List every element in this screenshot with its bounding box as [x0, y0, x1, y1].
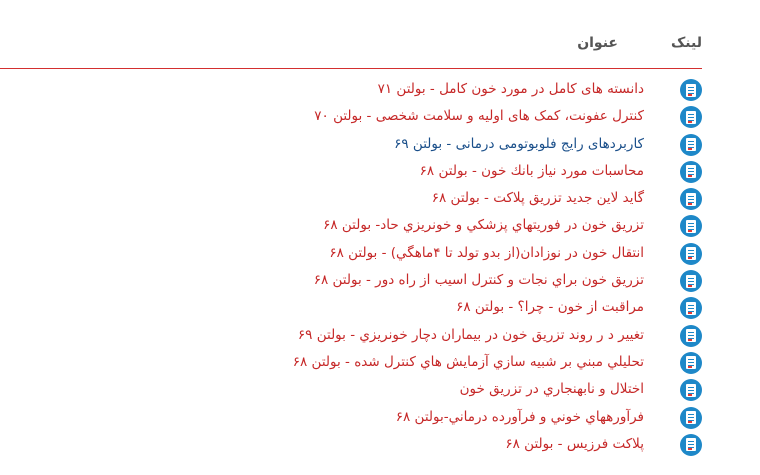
list-item [0, 350, 702, 377]
pdf-doc-icon[interactable] [680, 297, 702, 319]
list-item [0, 241, 702, 268]
document-link[interactable]: کنترل عفونت، کمک های اولیه و سلامت شخصی - بولتن ۷۰ [314, 108, 644, 125]
document-link[interactable]: دانسته های کامل در مورد خون کامل - بولتن ۷۱ [377, 81, 644, 97]
document-glyph-icon [686, 193, 696, 206]
document-glyph-icon [686, 84, 696, 97]
pdf-doc-icon[interactable] [680, 243, 702, 265]
table-header [0, 30, 702, 69]
document-glyph-icon [686, 165, 696, 178]
pdf-doc-icon[interactable] [680, 161, 702, 183]
pdf-doc-icon[interactable] [680, 325, 702, 347]
list-item [0, 213, 702, 240]
document-link[interactable]: مراقبت از خون - چرا؟ - بولتن ۶۸ [456, 299, 644, 316]
pdf-doc-icon[interactable] [680, 352, 702, 374]
document-link[interactable]: محاسبات مورد نیاز بانك خون - بولتن ۶۸ [419, 162, 644, 179]
pdf-doc-icon[interactable] [680, 379, 702, 401]
pdf-doc-icon[interactable] [680, 270, 702, 292]
column-header-title: عنوان [577, 35, 618, 51]
document-glyph-icon [686, 111, 696, 124]
document-link[interactable]: تغيير د ر روند تزريق خون در بيماران دچار خونريزي - بولتن ۶۹ [297, 326, 644, 343]
pdf-doc-icon[interactable] [680, 434, 702, 456]
list-item [0, 295, 702, 322]
list-item [0, 268, 702, 295]
list-item [0, 405, 702, 432]
pdf-doc-icon[interactable] [680, 188, 702, 210]
document-link[interactable]: انتقال خون در نوزادان(از بدو تولد تا ۴ماهگي) - بولتن ۶۸ [329, 244, 644, 261]
document-glyph-icon [686, 275, 696, 288]
document-glyph-icon [686, 356, 696, 369]
document-link[interactable]: تزريق خون در فوريتهاي پزشكي و خونريزي حاد- بولتن ۶۸ [323, 217, 644, 234]
pdf-doc-icon[interactable] [680, 407, 702, 429]
list-item [0, 104, 702, 131]
document-link[interactable]: تحليلي مبني بر شبيه سازي آزمايش هاي كنترل شده - بولتن ۶۸ [292, 353, 644, 370]
document-link[interactable]: گاید لاین جدید تزریق پلاکت - بولتن ۶۸ [431, 190, 644, 207]
list-item [0, 432, 702, 459]
list-item [0, 323, 702, 350]
list-item [0, 77, 702, 104]
document-link[interactable]: پلاكت فرزيس - بولتن ۶۸ [505, 435, 644, 452]
document-glyph-icon [686, 247, 696, 260]
document-link[interactable]: فرآورههاي خوني و فرآورده درماني-بولتن ۶۸ [395, 408, 644, 425]
pdf-doc-icon[interactable] [680, 134, 702, 156]
list-item [0, 159, 702, 186]
document-glyph-icon [686, 302, 696, 315]
document-link[interactable]: تزريق خون براي نجات و كنترل اسيب از راه دور - بولتن ۶۸ [313, 272, 644, 289]
list-item [0, 132, 702, 159]
list-item [0, 377, 702, 404]
document-link[interactable]: اختلال و نابهنجاري در تزريق خون [459, 381, 644, 398]
document-glyph-icon [686, 411, 696, 424]
column-header-link: لینک [670, 35, 702, 51]
list-item [0, 186, 702, 213]
document-glyph-icon [686, 384, 696, 397]
document-glyph-icon [686, 138, 696, 151]
document-glyph-icon [686, 438, 696, 451]
document-list [0, 77, 702, 459]
pdf-doc-icon[interactable] [680, 215, 702, 237]
pdf-doc-icon[interactable] [680, 79, 702, 101]
document-link[interactable]: کاربردهای رایج فلوبوتومی درمانی - بولتن ۶۹ [394, 135, 644, 152]
pdf-doc-icon[interactable] [680, 106, 702, 128]
document-glyph-icon [686, 220, 696, 233]
document-glyph-icon [686, 329, 696, 342]
